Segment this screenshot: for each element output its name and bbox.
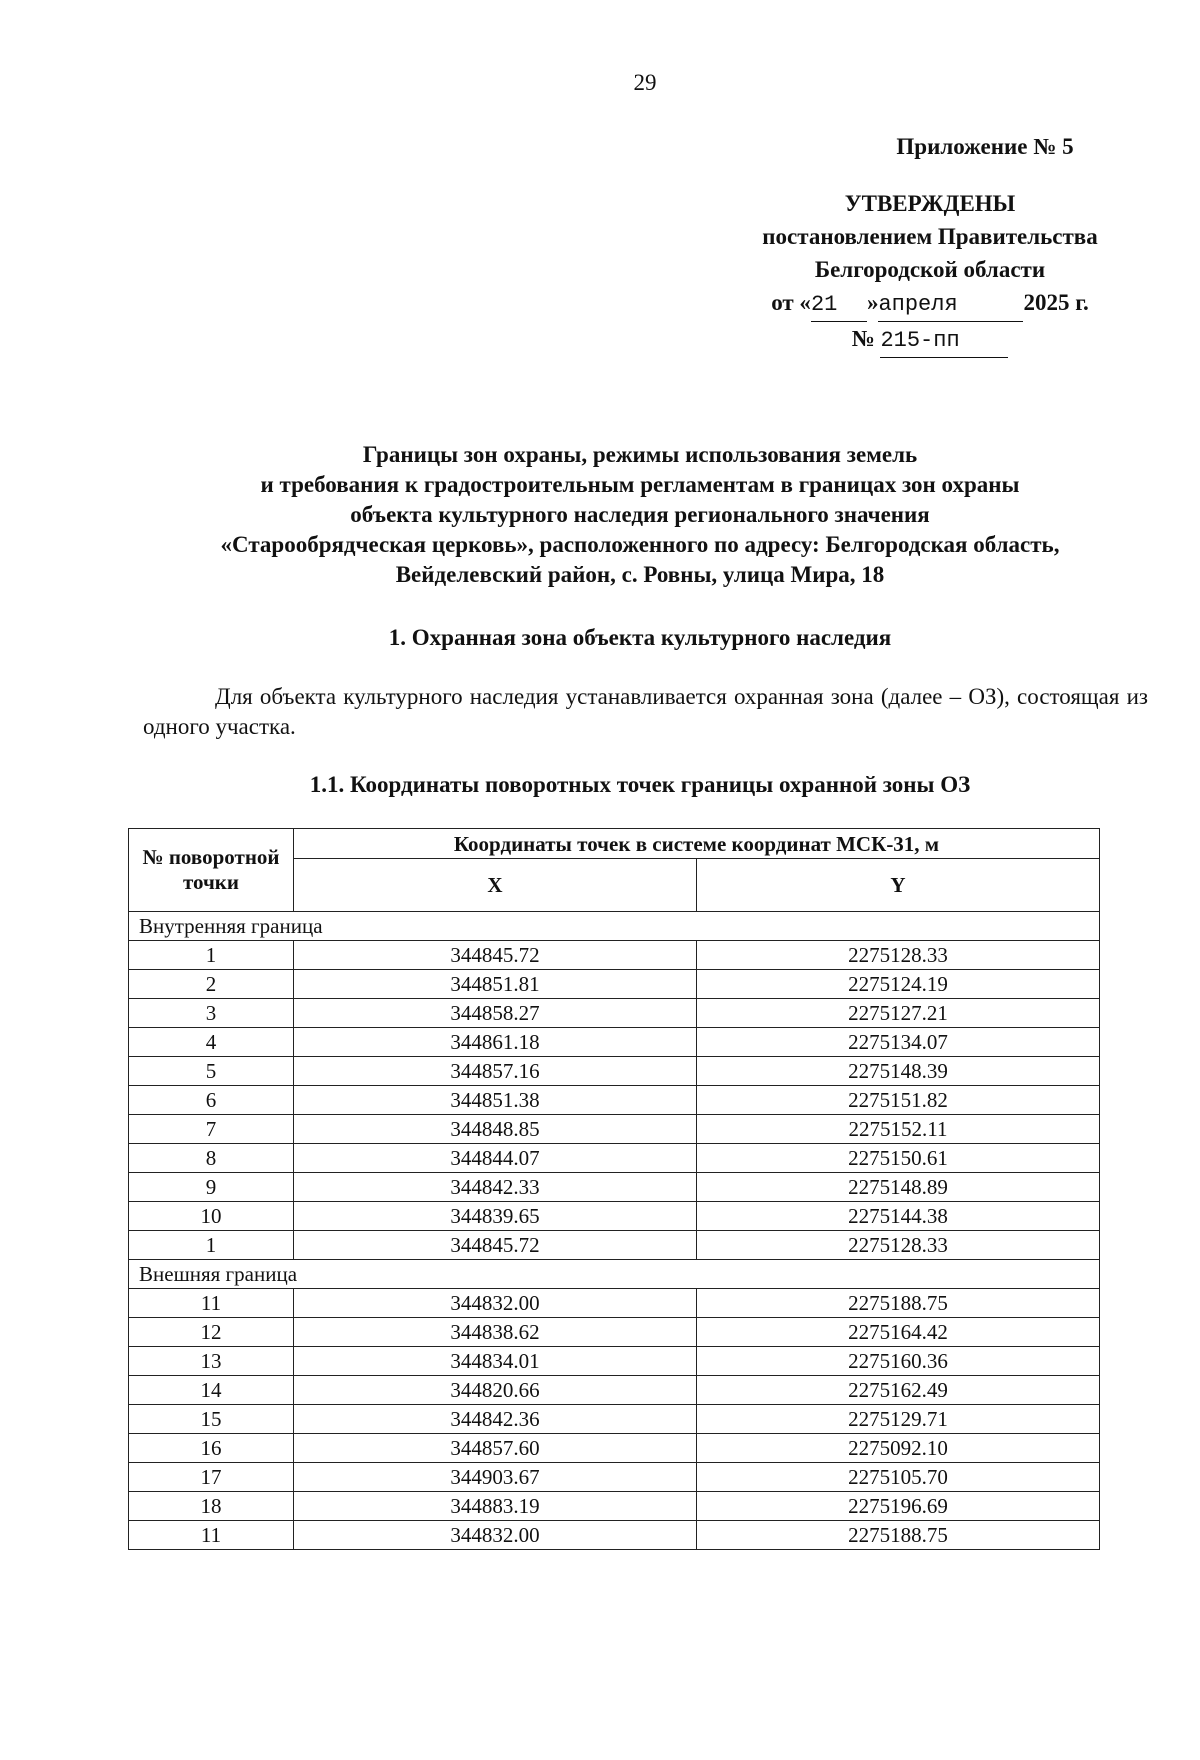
point-number-cell: 18 <box>129 1492 294 1521</box>
x-coordinate-cell: 344861.18 <box>294 1028 697 1057</box>
x-coordinate-cell: 344857.16 <box>294 1057 697 1086</box>
table-row <box>129 1144 1100 1173</box>
table-row <box>129 970 1100 999</box>
date-year: 2025 г. <box>1023 290 1089 315</box>
point-number-cell: 13 <box>129 1347 294 1376</box>
number-prefix: № <box>851 326 875 351</box>
x-coordinate-cell: 344903.67 <box>294 1463 697 1492</box>
x-coordinate-cell: 344883.19 <box>294 1492 697 1521</box>
x-coordinate-cell: 344842.33 <box>294 1173 697 1202</box>
y-coordinate-cell: 2275129.71 <box>697 1405 1100 1434</box>
approved-by-line-2: Белгородской области <box>814 257 1046 282</box>
y-coordinate-cell: 2275128.33 <box>697 1231 1100 1260</box>
point-number-cell: 10 <box>129 1202 294 1231</box>
point-number-cell: 6 <box>129 1086 294 1115</box>
y-coordinate-cell: 2275105.70 <box>697 1463 1100 1492</box>
table-row <box>129 1028 1100 1057</box>
table-row <box>129 1202 1100 1231</box>
table-row <box>129 1173 1100 1202</box>
subsection-heading: 1.1. Координаты поворотных точек границы охранной зоны ОЗ <box>309 772 971 797</box>
section-title: Внешняя граница <box>129 1260 1100 1289</box>
page-number: 29 <box>633 70 657 95</box>
y-coordinate-cell: 2275188.75 <box>697 1289 1100 1318</box>
title-line: объекта культурного наследия регионального значения <box>350 502 930 527</box>
x-coordinate-cell: 344842.36 <box>294 1405 697 1434</box>
point-number-cell: 8 <box>129 1144 294 1173</box>
table-row <box>129 1463 1100 1492</box>
y-coordinate-cell: 2275196.69 <box>697 1492 1100 1521</box>
table-row <box>129 999 1100 1028</box>
table-row <box>129 1115 1100 1144</box>
y-coordinate-cell: 2275128.33 <box>697 941 1100 970</box>
y-coordinate-cell: 2275162.49 <box>697 1376 1100 1405</box>
x-coordinate-cell: 344834.01 <box>294 1347 697 1376</box>
point-number-cell: 3 <box>129 999 294 1028</box>
point-number-cell: 2 <box>129 970 294 999</box>
table-row <box>129 1434 1100 1463</box>
date-prefix: от « <box>771 290 811 315</box>
body-paragraph: Для объекта культурного наследия устанавливается охранная зона (далее – ОЗ), состоящая из одного участка. <box>143 684 1148 739</box>
point-number-cell: 16 <box>129 1434 294 1463</box>
title-line: и требования к градостроительным регламентам в границах зон охраны <box>260 472 1020 497</box>
table-row <box>129 1289 1100 1318</box>
x-coordinate-cell: 344832.00 <box>294 1289 697 1318</box>
x-coordinate-cell: 344832.00 <box>294 1521 697 1550</box>
x-coordinate-cell: 344845.72 <box>294 1231 697 1260</box>
date-day: 21 <box>811 288 867 322</box>
point-number-cell: 9 <box>129 1173 294 1202</box>
x-coordinate-cell: 344820.66 <box>294 1376 697 1405</box>
table-row <box>129 941 1100 970</box>
section-title: Внутренняя граница <box>129 912 1100 941</box>
point-number-cell: 1 <box>129 941 294 970</box>
table-row <box>129 1086 1100 1115</box>
point-number-cell: 5 <box>129 1057 294 1086</box>
y-coordinate-cell: 2275144.38 <box>697 1202 1100 1231</box>
point-number-cell: 4 <box>129 1028 294 1057</box>
table-row <box>129 1405 1100 1434</box>
date-month: апреля <box>878 288 1023 322</box>
approval-date <box>700 286 1160 322</box>
table-row <box>129 1376 1100 1405</box>
table-section-row <box>129 1260 1100 1289</box>
x-coordinate-cell: 344844.07 <box>294 1144 697 1173</box>
approval-block <box>700 130 1160 358</box>
coordinates-table-body <box>129 912 1100 1550</box>
table-section-row <box>129 912 1100 941</box>
y-coordinate-cell: 2275150.61 <box>697 1144 1100 1173</box>
title-line: Границы зон охраны, режимы использования земель <box>362 442 918 467</box>
y-coordinate-cell: 2275148.39 <box>697 1057 1100 1086</box>
date-mid: » <box>866 290 879 315</box>
x-coordinate-cell: 344858.27 <box>294 999 697 1028</box>
x-coordinate-cell: 344848.85 <box>294 1115 697 1144</box>
y-coordinate-cell: 2275148.89 <box>697 1173 1100 1202</box>
header-coordinate-system: Координаты точек в системе координат МСК-31, м <box>294 829 1100 859</box>
approved-label: УТВЕРЖДЕНЫ <box>844 191 1016 216</box>
x-coordinate-cell: 344845.72 <box>294 941 697 970</box>
y-coordinate-cell: 2275092.10 <box>697 1434 1100 1463</box>
header-point-number: № поворотной точки <box>129 829 294 912</box>
point-number-cell: 11 <box>129 1289 294 1318</box>
number-value: 215-пп <box>880 324 1008 358</box>
point-number-cell: 14 <box>129 1376 294 1405</box>
point-number-cell: 7 <box>129 1115 294 1144</box>
appendix-label: Приложение № 5 <box>896 134 1074 159</box>
x-coordinate-cell: 344839.65 <box>294 1202 697 1231</box>
title-line: «Старообрядческая церковь», расположенного по адресу: Белгородская область, <box>220 532 1060 557</box>
y-coordinate-cell: 2275164.42 <box>697 1318 1100 1347</box>
point-number-cell: 15 <box>129 1405 294 1434</box>
table-row <box>129 1521 1100 1550</box>
x-coordinate-cell: 344838.62 <box>294 1318 697 1347</box>
y-coordinate-cell: 2275124.19 <box>697 970 1100 999</box>
y-coordinate-cell: 2275151.82 <box>697 1086 1100 1115</box>
table-row <box>129 1347 1100 1376</box>
point-number-cell: 12 <box>129 1318 294 1347</box>
coordinates-table <box>128 828 1100 1550</box>
approval-number <box>700 322 1160 358</box>
point-number-cell: 11 <box>129 1521 294 1550</box>
table-row <box>129 1231 1100 1260</box>
x-coordinate-cell: 344851.38 <box>294 1086 697 1115</box>
header-x: X <box>294 859 697 912</box>
section-heading: 1. Охранная зона объекта культурного наследия <box>388 625 892 650</box>
y-coordinate-cell: 2275152.11 <box>697 1115 1100 1144</box>
y-coordinate-cell: 2275188.75 <box>697 1521 1100 1550</box>
approved-by-line-1: постановлением Правительства <box>762 224 1098 249</box>
table-row <box>129 1492 1100 1521</box>
y-coordinate-cell: 2275134.07 <box>697 1028 1100 1057</box>
point-number-cell: 17 <box>129 1463 294 1492</box>
title-line: Вейделевский район, с. Ровны, улица Мира, 18 <box>395 562 885 587</box>
table-row <box>129 1057 1100 1086</box>
header-y: Y <box>697 859 1100 912</box>
y-coordinate-cell: 2275160.36 <box>697 1347 1100 1376</box>
x-coordinate-cell: 344857.60 <box>294 1434 697 1463</box>
y-coordinate-cell: 2275127.21 <box>697 999 1100 1028</box>
document-title <box>130 440 1150 590</box>
point-number-cell: 1 <box>129 1231 294 1260</box>
table-row <box>129 1318 1100 1347</box>
x-coordinate-cell: 344851.81 <box>294 970 697 999</box>
